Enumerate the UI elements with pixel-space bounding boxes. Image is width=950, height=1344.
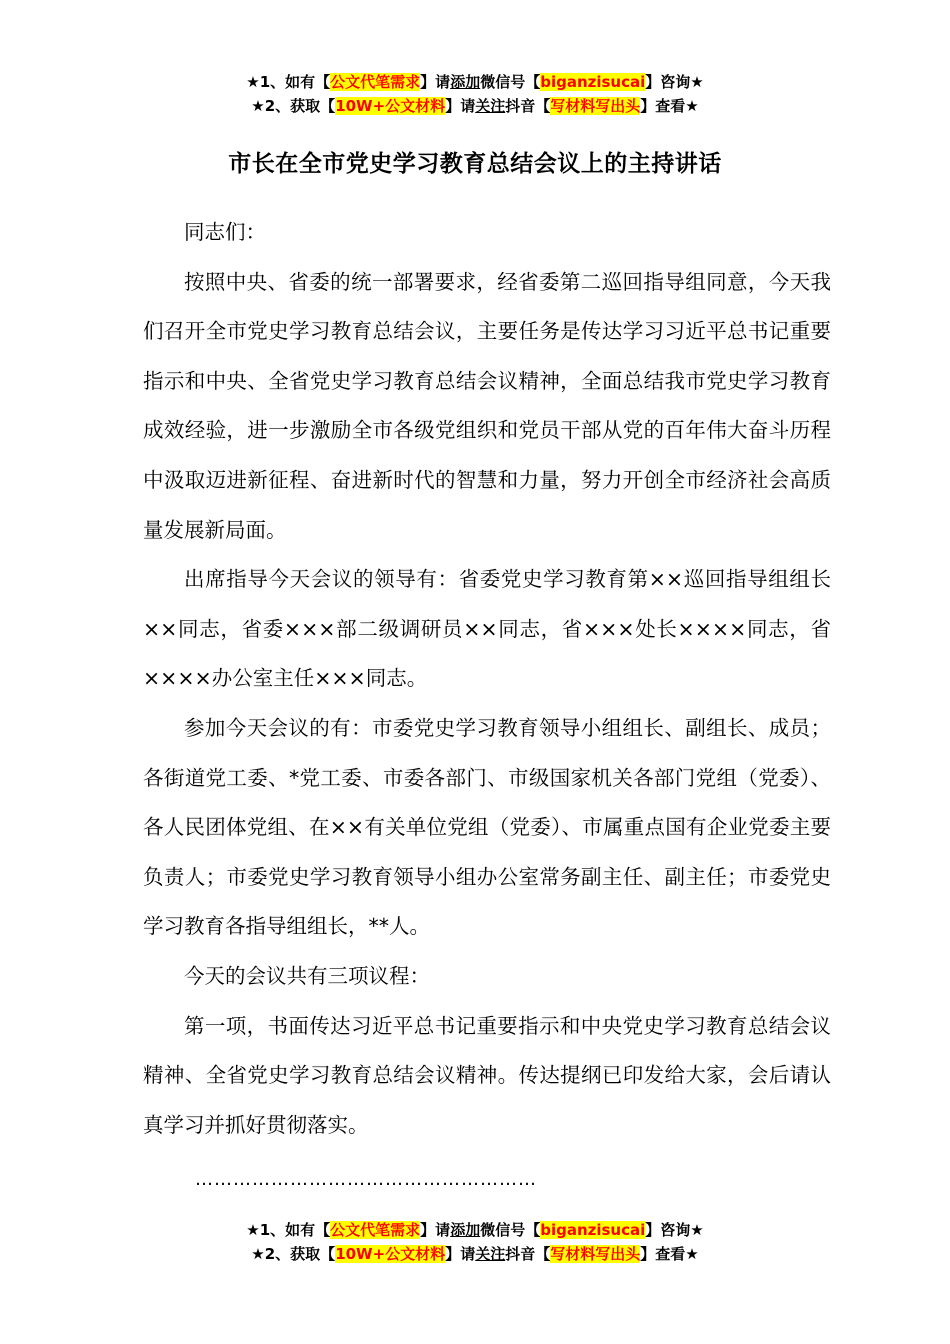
promo-text: 】请 (445, 1245, 476, 1263)
promo-underline: 关注 (475, 1245, 506, 1263)
promo-highlight: 公文代笔需求 (330, 1221, 421, 1239)
promo-text: 】查看★ (640, 97, 699, 115)
promo-banner-bottom (0, 1218, 950, 1266)
promo-text: ★2、获取【 (251, 1245, 336, 1263)
paragraph-attendees: 参加今天会议的有：市委党史学习教育领导小组组长、副组长、成员；各街道党工委、*党工委、市委各部门、市级国家机关各部门党组（党委）、各人民团体党组、在××有关单位党组（党委）、市属重点国有企业党委主要负责人；市委党史学习教育领导小组办公室常务副主任、副主任；市委党史学习教育各指导组组长，**人。 (143, 715, 831, 939)
promo-text: ★2、获取【 (251, 97, 336, 115)
document-body (143, 208, 831, 1150)
ellipsis-separator: ……………………………………………… (195, 1169, 537, 1190)
promo-douyin-id: 写材料写出头 (550, 1245, 641, 1263)
promo-douyin-id: 写材料写出头 (550, 97, 641, 115)
promo-underline: 关注 (475, 97, 506, 115)
promo-text: 】请 (420, 73, 451, 91)
promo-line-1 (0, 70, 950, 94)
promo-highlight: 10W+公文材料 (335, 97, 446, 115)
paragraph-agenda-intro: 今天的会议共有三项议程： (184, 963, 430, 988)
promo-text: 抖音【 (505, 1245, 551, 1263)
document-title: 市长在全市党史学习教育总结会议上的主持讲话 (228, 151, 722, 177)
paragraph-purpose: 按照中央、省委的统一部署要求，经省委第二巡回指导组同意，今天我们召开全市党史学习教育总结会议，主要任务是传达学习习近平总书记重要指示和中央、全省党史学习教育总结会议精神，全面总结我市党史学习教育成效经验，进一步激励全市各级党组织和党员干部从党的百年伟大奋斗历程中汲取迈进新征程、奋进新时代的智慧和力量，努力开创全市经济社会高质量发展新局面。 (143, 269, 831, 542)
promo-text: 】咨询★ (645, 1221, 704, 1239)
promo-underline: 添加 (450, 1221, 481, 1239)
promo-text: 抖音【 (505, 97, 551, 115)
paragraph-agenda-item-1: 第一项，书面传达习近平总书记重要指示和中央党史学习教育总结会议精神、全省党史学习教育总结会议精神。传达提纲已印发给大家，会后请认真学习并抓好贯彻落实。 (143, 1013, 831, 1137)
promo-text: ★1、如有【 (246, 1221, 331, 1239)
promo-line-2 (0, 94, 950, 118)
promo-wechat-id: biganzisucai (540, 73, 646, 91)
promo-text: 】查看★ (640, 1245, 699, 1263)
promo-text: ★1、如有【 (246, 73, 331, 91)
promo-highlight: 10W+公文材料 (335, 1245, 446, 1263)
promo-text: 】请 (420, 1221, 451, 1239)
salutation: 同志们： (184, 220, 266, 244)
promo-text: 】请 (445, 97, 476, 115)
promo-banner-top (0, 70, 950, 118)
promo-text: 微信号【 (480, 1221, 541, 1239)
promo-highlight: 公文代笔需求 (330, 73, 421, 91)
paragraph-leaders: 出席指导今天会议的领导有：省委党史学习教育第××巡回指导组组长××同志，省委×××部二级调研员××同志，省×××处长××××同志，省××××办公室主任×××同志。 (143, 567, 831, 691)
promo-wechat-id: biganzisucai (540, 1221, 646, 1239)
promo-line-2 (0, 1242, 950, 1266)
promo-line-1 (0, 1218, 950, 1242)
promo-text: 微信号【 (480, 73, 541, 91)
promo-text: 】咨询★ (645, 73, 704, 91)
promo-underline: 添加 (450, 73, 481, 91)
